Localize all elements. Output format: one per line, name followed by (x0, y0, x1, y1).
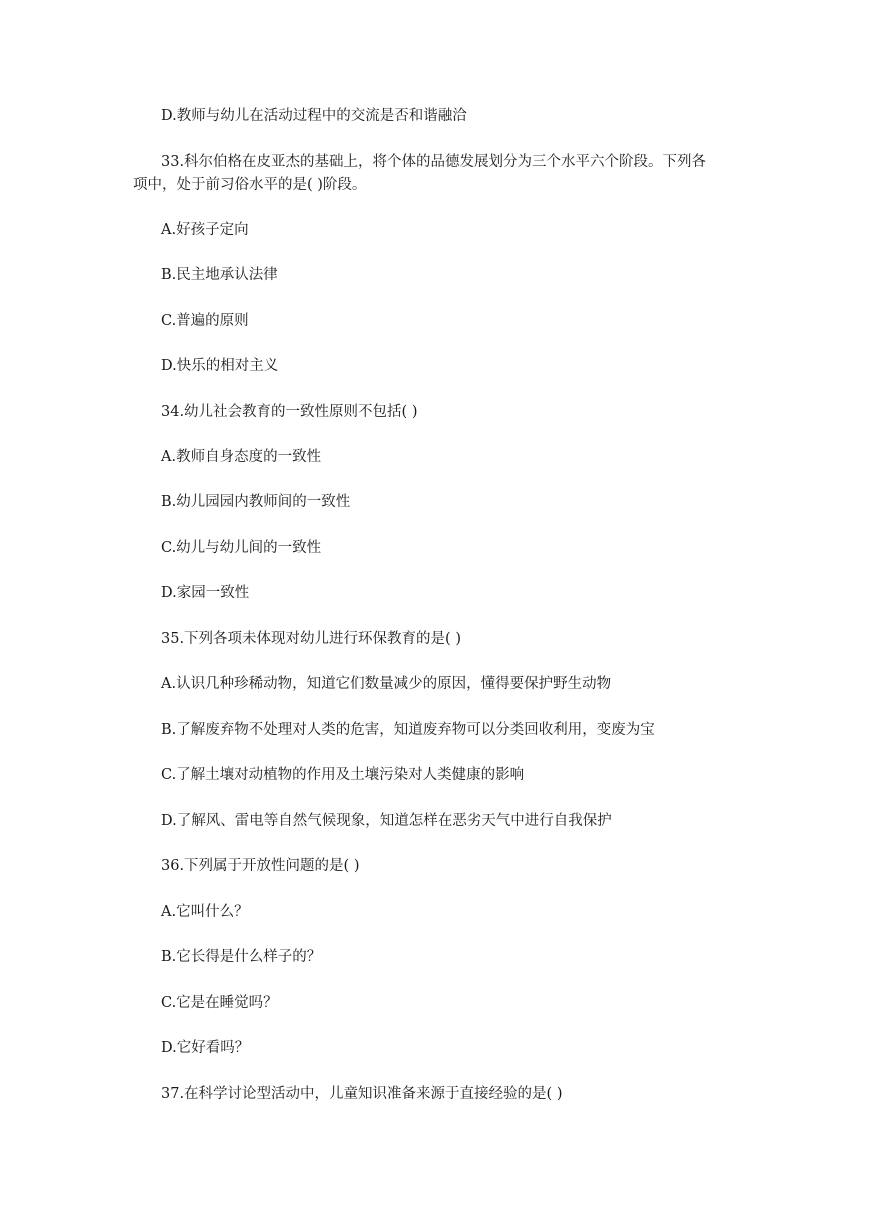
q36-option-d: D.它好看吗？ (161, 1040, 250, 1056)
q33-option-a: A.好孩子定向 (161, 222, 249, 238)
q36-stem: 36.下列属于开放性问题的是( ) (161, 858, 360, 874)
q33-stem-line2: 项中，处于前习俗水平的是( )阶段。 (133, 177, 367, 193)
q33-option-d: D.快乐的相对主义 (161, 358, 279, 374)
q34-option-d: D.家园一致性 (161, 585, 250, 601)
q33-option-c: C.普遍的原则 (161, 313, 249, 329)
q37-stem: 37.在科学讨论型活动中，儿童知识准备来源于直接经验的是( ) (161, 1086, 563, 1102)
q33-stem-line1: 33.科尔伯格在皮亚杰的基础上，将个体的品德发展划分为三个水平六个阶段。下列各 (161, 154, 707, 170)
q34-option-b: B.幼儿园园内教师间的一致性 (161, 494, 351, 510)
q32-option-d: D.教师与幼儿在活动过程中的交流是否和谐融洽 (161, 108, 467, 124)
q34-stem: 34.幼儿社会教育的一致性原则不包括( ) (161, 404, 418, 420)
q36-option-b: B.它长得是什么样子的？ (161, 949, 322, 965)
q33-option-b: B.民主地承认法律 (161, 267, 278, 283)
q35-option-c: C.了解土壤对动植物的作用及土壤污染对人类健康的影响 (161, 767, 525, 783)
q35-stem: 35.下列各项未体现对幼儿进行环保教育的是( ) (161, 631, 461, 647)
q36-option-a: A.它叫什么？ (161, 904, 249, 920)
q35-option-d: D.了解风、雷电等自然气候现象，知道怎样在恶劣天气中进行自我保护 (161, 813, 612, 829)
q36-option-c: C.它是在睡觉吗？ (161, 995, 278, 1011)
q34-option-a: A.教师自身态度的一致性 (161, 449, 322, 465)
q35-option-a: A.认识几种珍稀动物，知道它们数量减少的原因，懂得要保护野生动物 (161, 676, 612, 692)
q35-option-b: B.了解废弃物不处理对人类的危害，知道废弃物可以分类回收利用，变废为宝 (161, 722, 655, 738)
q34-option-c: C.幼儿与幼儿间的一致性 (161, 540, 322, 556)
